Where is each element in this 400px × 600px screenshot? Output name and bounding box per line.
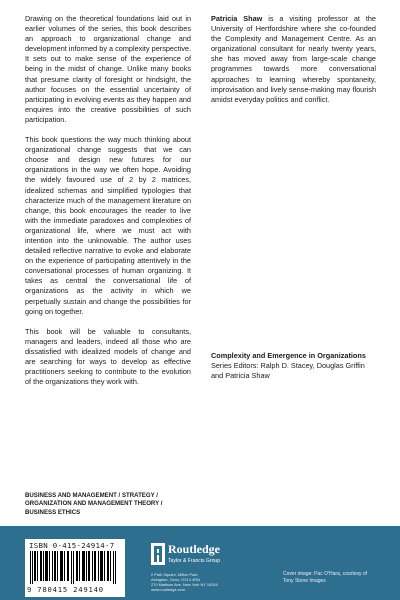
- subject-line: ORGANIZATION AND MANAGEMENT THEORY /: [25, 500, 163, 508]
- publisher-name-block: [168, 542, 220, 564]
- address-line: Abingdon, Oxon, OX14 4RN: [151, 577, 200, 582]
- blurb-paragraph-1: Drawing on the theoretical foundations laid out in earlier volumes of the series, this book describes an approach to organizational change and development informed by a complexity perspective. It sets out to make sense of the experience of being in the midst of change. Unlike many books that presume clarity of foresight or hindsight, the author focuses on the essential uncertainty of participating in evolving events as they happen and enquires into the creative possibilities of such participation.: [25, 14, 191, 124]
- barcode-icon: [29, 551, 119, 584]
- author-name: Patricia Shaw: [211, 14, 263, 23]
- address-line: 2 Park Square, Milton Park,: [151, 572, 199, 577]
- blurb-paragraph-2: This book questions the way much thinking about organizational change suggests that we can choose and design new futures for our organizations in the way we often hope. Avoiding the widely favoured use of 2 by 2 matrices, idealized schemas and simplified typologies that characterize much of the management literature on change, this book encourages the reader to live with the immediate paradoxes and complexities of organizational life, where we must act with intention into the unknowable. The author uses detailed reflective narrative to evoke and elaborate on the experience of participating attentively in the conversational processes of human organizing. It takes as central the conversational life of organizations as the activity in which we perpetually sustain and change the possibilities for going on together.: [25, 135, 191, 316]
- barcode-number: 9 780415 249140: [27, 585, 104, 594]
- isbn-barcode-block: [25, 539, 125, 597]
- series-title: Complexity and Emergence in Organizations: [211, 351, 366, 360]
- publisher-address: [151, 572, 218, 592]
- subject-line: BUSINESS ETHICS: [25, 508, 81, 516]
- publisher-name: Routledge: [168, 542, 220, 556]
- routledge-logo-icon: [151, 543, 165, 565]
- author-bio: [211, 14, 376, 105]
- blurb-paragraph-3: This book will be valuable to consultants, managers and leaders, indeed all those who are dissatisfied with idealized models of change and are searching for ways to develop as effective practitioners seeking to contribute to the evolution of the organizations they work with.: [25, 326, 191, 387]
- subject-line: BUSINESS AND MANAGEMENT / STRATEGY /: [25, 492, 158, 499]
- isbn-label: ISBN 0-415-24914-7: [29, 541, 115, 550]
- address-line: 270 Madison Ave, New York NY 10016: [151, 582, 218, 587]
- series-info: [211, 351, 376, 381]
- author-bio-text: is a visiting professor at the University of Hertfordshire where she co-founded the Complexity and Management Centre. As an organizational consultant for nearly twenty years, she has moved away from large-scale change programmes towards more conversational approaches to learning whereby spontaneity, improvisation and lively sense-making may flourish amidst everyday politics and conflict.: [211, 14, 376, 104]
- series-editors: Series Editors: Ralph D. Stacey, Douglas Griffin and Patricia Shaw: [211, 361, 365, 381]
- subject-categories: [25, 492, 162, 517]
- credit-line: Cover image: Pac O'Hara, courtesy of: [283, 571, 368, 577]
- address-line: www.routledge.com: [151, 587, 185, 592]
- blurb-column: [25, 14, 191, 397]
- cover-image-credit: [283, 571, 367, 585]
- publisher-tagline: Taylor & Francis Group: [168, 558, 221, 564]
- credit-line: Tony Stone Images: [283, 578, 326, 584]
